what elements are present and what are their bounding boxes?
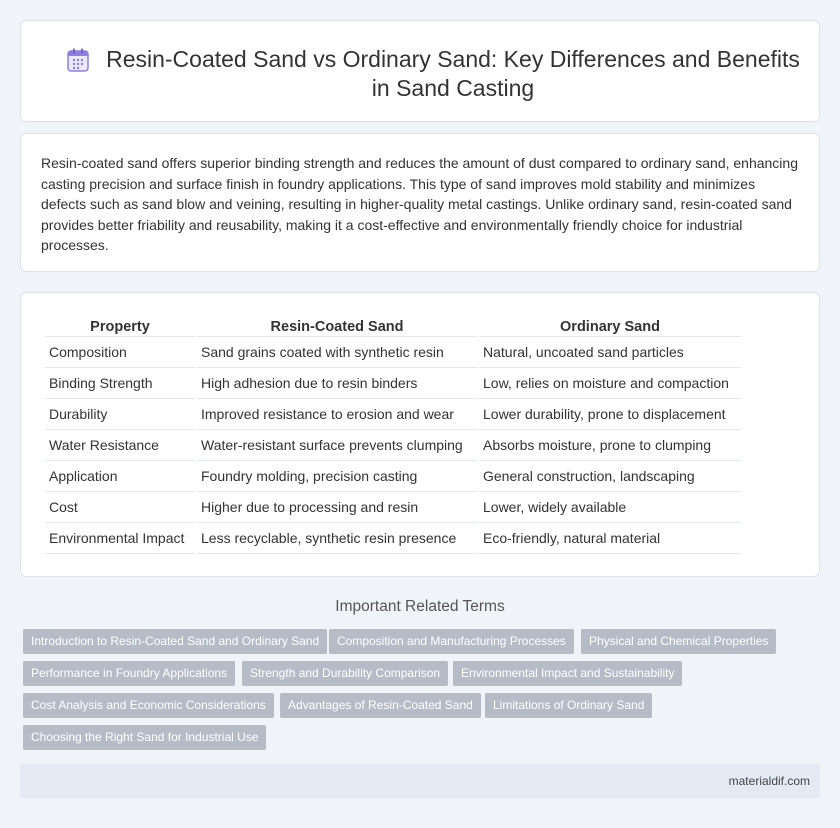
footer	[20, 764, 820, 798]
calendar-icon	[67, 48, 89, 72]
table-row	[45, 337, 741, 368]
related-tag[interactable]: Physical and Chemical Properties	[581, 629, 776, 654]
header-resin-coated-sand: Resin-Coated Sand	[197, 313, 477, 337]
related-terms-title: Important Related Terms	[335, 598, 505, 615]
cell-ordinary: Lower, widely available	[479, 492, 741, 523]
header-ordinary-sand: Ordinary Sand	[479, 313, 741, 337]
related-tag[interactable]: Choosing the Right Sand for Industrial Use	[23, 725, 266, 750]
intro-card	[20, 133, 820, 272]
cell-resin: Water-resistant surface prevents clumping	[197, 430, 477, 461]
cell-resin: Foundry molding, precision casting	[197, 461, 477, 492]
cell-ordinary: Lower durability, prone to displacement	[479, 399, 741, 430]
cell-resin: Less recyclable, synthetic resin presence	[197, 523, 477, 554]
table-row	[45, 430, 741, 461]
related-tag[interactable]: Environmental Impact and Sustainability	[453, 661, 682, 686]
related-tag[interactable]: Limitations of Ordinary Sand	[485, 693, 652, 718]
table-row	[45, 399, 741, 430]
table-row	[45, 461, 741, 492]
cell-ordinary: General construction, landscaping	[479, 461, 741, 492]
comparison-table	[43, 313, 743, 554]
related-tag[interactable]: Composition and Manufacturing Processes	[329, 629, 574, 654]
cell-resin: Improved resistance to erosion and wear	[197, 399, 477, 430]
cell-property: Durability	[45, 399, 195, 430]
related-tag[interactable]: Performance in Foundry Applications	[23, 661, 235, 686]
related-tag[interactable]: Cost Analysis and Economic Considerations	[23, 693, 274, 718]
cell-ordinary: Natural, uncoated sand particles	[479, 337, 741, 368]
cell-property: Binding Strength	[45, 368, 195, 399]
table-row	[45, 368, 741, 399]
cell-property: Water Resistance	[45, 430, 195, 461]
related-tag[interactable]: Introduction to Resin-Coated Sand and Ordinary Sand	[23, 629, 327, 654]
cell-resin: High adhesion due to resin binders	[197, 368, 477, 399]
header-card	[20, 20, 820, 122]
page-title: Resin-Coated Sand vs Ordinary Sand: Key Differences and Benefits in Sand Casting	[106, 46, 800, 101]
cell-property: Application	[45, 461, 195, 492]
cell-resin: Higher due to processing and resin	[197, 492, 477, 523]
comparison-card	[20, 292, 820, 577]
intro-paragraph: Resin-coated sand offers superior binding strength and reduces the amount of dust compared to ordinary sand, enhancing casting precision and surface finish in foundry applications. This type of sand improves mold stability and minimizes defects such as sand blow and veining, resulting in higher-quality metal castings. Unlike ordinary sand, resin-coated sand provides better friability and reusability, making it a cost-effective and environmentally friendly choice for industrial processes.	[41, 155, 798, 253]
header-property: Property	[45, 313, 195, 337]
table-row	[45, 492, 741, 523]
related-tag[interactable]: Strength and Durability Comparison	[242, 661, 448, 686]
cell-property: Environmental Impact	[45, 523, 195, 554]
table-header-row	[45, 313, 741, 337]
related-tag[interactable]: Advantages of Resin-Coated Sand	[280, 693, 481, 718]
table-row	[45, 523, 741, 554]
cell-property: Cost	[45, 492, 195, 523]
cell-ordinary: Eco-friendly, natural material	[479, 523, 741, 554]
footer-site-link[interactable]: materialdif.com	[728, 774, 810, 788]
cell-ordinary: Low, relies on moisture and compaction	[479, 368, 741, 399]
cell-ordinary: Absorbs moisture, prone to clumping	[479, 430, 741, 461]
cell-resin: Sand grains coated with synthetic resin	[197, 337, 477, 368]
cell-property: Composition	[45, 337, 195, 368]
